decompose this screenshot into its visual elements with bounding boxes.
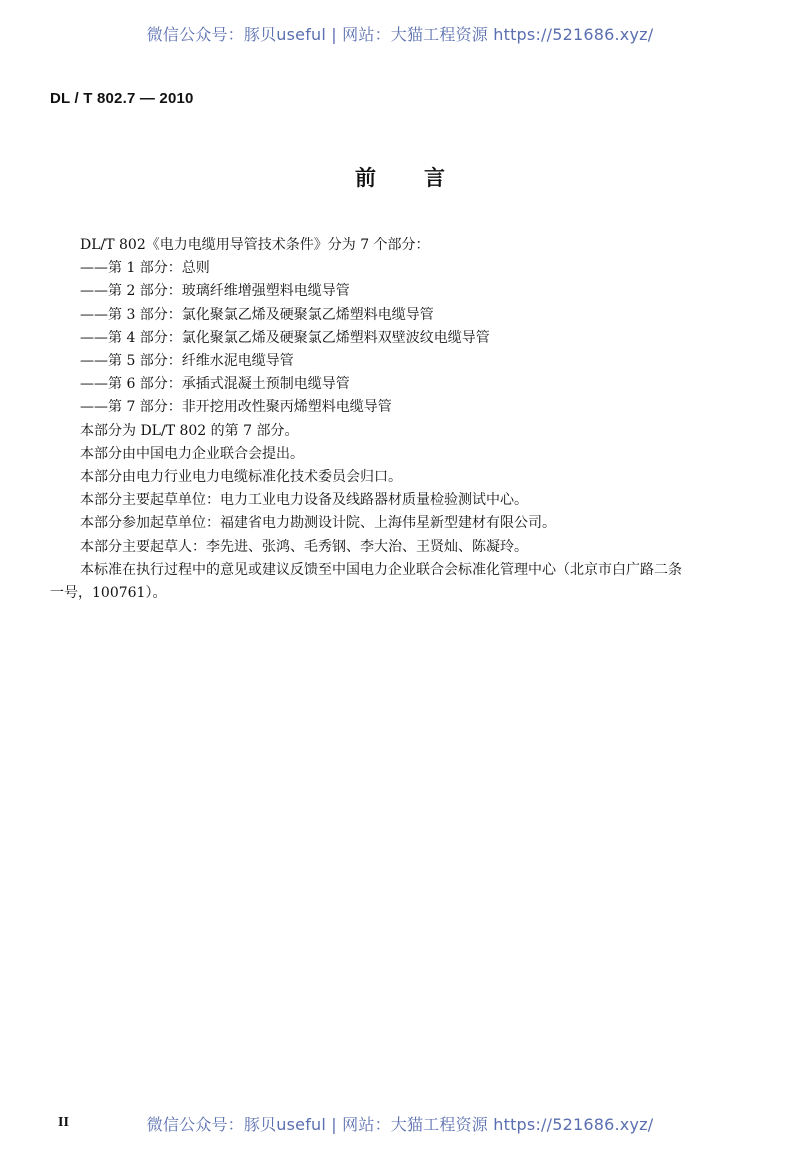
part-item: ——第 5 部分：纤维水泥电缆导管 — [80, 353, 294, 370]
part-item: ——第 2 部分：玻璃纤维增强塑料电缆导管 — [80, 283, 350, 300]
part-item: ——第 7 部分：非开挖用改性聚丙烯塑料电缆导管 — [80, 399, 392, 416]
statement-line: 本部分主要起草人：李先进、张鸿、毛秀钢、李大治、王贤灿、陈凝玲。 — [80, 538, 528, 555]
part-item: ——第 1 部分：总则 — [80, 260, 210, 277]
statement-line: 本部分为 DL/T 802 的第 7 部分。 — [80, 422, 299, 439]
page-number: II — [58, 1115, 69, 1130]
feedback-line: 本标准在执行过程中的意见或建议反馈至中国电力企业联合会标准化管理中心（北京市白广路二条 — [80, 561, 682, 578]
part-item: ——第 6 部分：承插式混凝土预制电缆导管 — [80, 376, 350, 393]
feedback-line-continued: 一号，100761）。 — [50, 585, 167, 602]
intro-line: DL/T 802《电力电缆用导管技术条件》分为 7 个部分： — [80, 237, 430, 253]
statement-line: 本部分由中国电力企业联合会提出。 — [80, 445, 304, 462]
document-code: DL / T 802.7 — 2010 — [50, 90, 194, 107]
foreword-body — [50, 234, 760, 605]
part-item: ——第 3 部分：氯化聚氯乙烯及硬聚氯乙烯塑料电缆导管 — [80, 306, 434, 323]
part-item: ——第 4 部分：氯化聚氯乙烯及硬聚氯乙烯塑料双壁波纹电缆导管 — [80, 329, 490, 346]
watermark-top: 微信公众号：豚贝useful | 网站：大猫工程资源 https://521686.xyz/ — [146, 25, 654, 44]
statement-line: 本部分参加起草单位：福建省电力勘测设计院、上海伟星新型建材有限公司。 — [80, 515, 556, 532]
statement-line: 本部分主要起草单位：电力工业电力设备及线路器材质量检验测试中心。 — [80, 492, 528, 509]
page-title: 前言 — [355, 166, 493, 190]
statement-line: 本部分由电力行业电力电缆标准化技术委员会归口。 — [80, 469, 402, 486]
watermark-bottom: 微信公众号：豚贝useful | 网站：大猫工程资源 https://521686.xyz/ — [146, 1115, 654, 1134]
